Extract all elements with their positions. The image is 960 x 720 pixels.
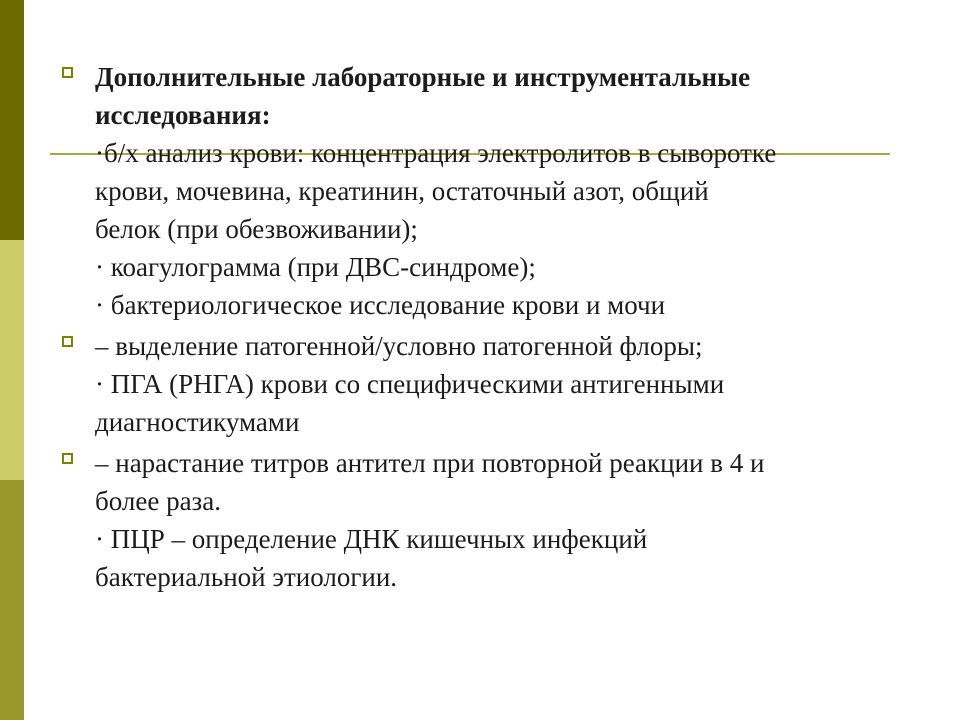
text-line: бактериальной этиологии.	[95, 562, 398, 592]
slide-content	[60, 58, 920, 596]
text-line: белок (при обезвоживании);	[95, 214, 418, 244]
text-line: ·б/х анализ крови: концентрация электролитов в сыворотке	[95, 138, 777, 168]
hollow-square-bullet-icon	[62, 67, 73, 78]
bullet-item-lab-studies	[60, 58, 920, 324]
text-line: · ПГА (РНГА) крови со специфическими антигенными	[95, 369, 725, 399]
accent-bar-top	[0, 0, 24, 240]
text-line: – нарастание титров антител при повторной реакции в 4 и	[95, 448, 765, 478]
hollow-square-bullet-icon	[62, 453, 73, 464]
left-accent-bar	[0, 0, 24, 720]
text-line: – выделение патогенной/условно патогенной флоры;	[95, 331, 703, 361]
bullet-item-antibody-titers	[60, 444, 920, 596]
heading-line-2: исследования:	[95, 100, 271, 130]
text-line: диагностикумами	[95, 407, 300, 437]
accent-bar-middle	[0, 240, 24, 480]
text-line: крови, мочевина, креатинин, остаточный азот, общий	[95, 176, 709, 206]
text-line: · ПЦР – определение ДНК кишечных инфекций	[95, 524, 648, 554]
text-line: · коагулограмма (при ДВС-синдроме);	[95, 252, 536, 282]
hollow-square-bullet-icon	[62, 336, 73, 347]
text-line: более раза.	[95, 486, 221, 516]
accent-bar-bottom	[0, 480, 24, 720]
heading-line-1: Дополнительные лабораторные и инструментальные	[95, 62, 751, 92]
text-line: · бактериологическое исследование крови и мочи	[95, 290, 666, 320]
bullet-item-flora	[60, 327, 920, 441]
